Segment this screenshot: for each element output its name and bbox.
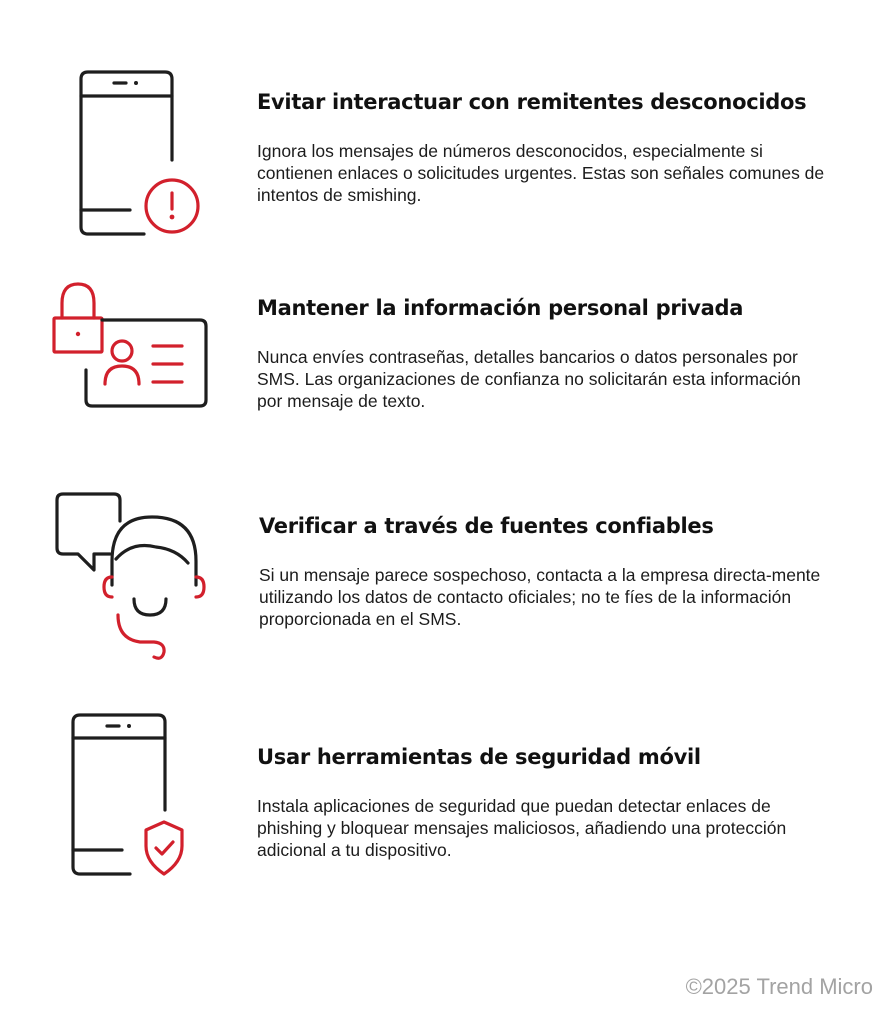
tip-title: Verificar a través de fuentes confiables [259,514,714,538]
tip-title: Evitar interactuar con remitentes desconocidos [257,90,807,114]
phone-alert-icon [70,62,210,242]
tip-body: Si un mensaje parece sospechoso, contacta a la empresa directa-mente utilizando los datos de contacto oficiales; no te fíes de la información proporcionada en el SMS. [259,565,821,629]
tip-title: Mantener la información personal privada [257,296,744,320]
support-agent-chat-icon [50,487,218,665]
lock-id-card-icon [48,278,216,413]
tip-body: Instala aplicaciones de seguridad que puedan detectar enlaces de phishing y bloquear mensajes maliciosos, añadiendo una protección adicional a tu dispositivo. [257,796,787,860]
tip-body: Ignora los mensajes de números desconocidos, especialmente si contienen enlaces o solicitudes urgentes. Estas son señales comunes de intentos de smishing. [257,141,825,205]
tip-body: Nunca envíes contraseñas, detalles bancarios o datos personales por SMS. Las organizaciones de confianza no solicitarán esta información por mensaje de texto. [257,347,801,411]
phone-shield-icon [64,706,194,882]
tip-title: Usar herramientas de seguridad móvil [257,745,701,769]
copyright-footer: ©2025 Trend Micro [685,974,873,999]
